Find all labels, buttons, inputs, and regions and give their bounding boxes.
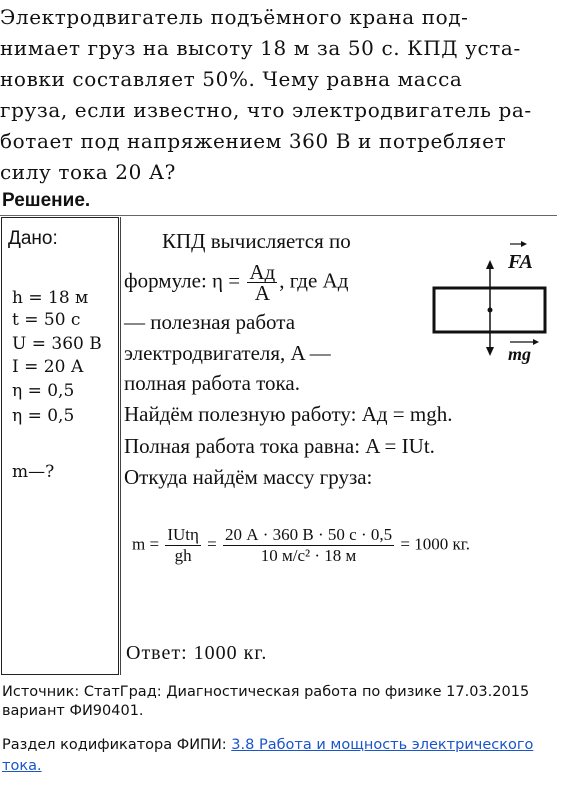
vector-bar-head	[521, 241, 527, 247]
formula-result: = 1000 кг.	[400, 534, 471, 554]
solution-line: электродвигателя, A —	[124, 341, 331, 365]
given-title: Дано:	[8, 228, 58, 249]
fraction-numerator: 20 А · 360 В · 50 с · 0,5	[224, 525, 393, 544]
solution-line: полная работа тока.	[124, 371, 300, 395]
column-divider	[120, 217, 121, 675]
solution-line: Откуда найдём массу груза:	[124, 465, 373, 489]
kodifikator-note	[2, 735, 562, 777]
problem-line: новки составляет 50%. Чему равна масса	[0, 67, 463, 91]
force-diagram	[428, 236, 553, 366]
vector-bar-head	[533, 339, 539, 345]
problem-line: груза, если известно, что электродвигатель ра-	[0, 98, 532, 122]
force-down-label: mg	[508, 344, 532, 364]
given-item: t = 50 с	[12, 310, 81, 330]
efficiency-fraction	[247, 262, 277, 303]
fraction-denominator: gh	[174, 546, 192, 565]
problem-line: Электродвигатель подъёмного крана под-	[0, 5, 469, 29]
given-item: U = 360 В	[12, 334, 102, 354]
fraction-numerator: IUtη	[167, 525, 199, 544]
given-item: η = 0,5	[12, 381, 75, 401]
table-top-rule	[0, 215, 557, 216]
solution-formula-line	[124, 262, 348, 303]
formula-fraction-1	[165, 525, 201, 566]
arrow-down-head	[486, 347, 494, 356]
source-note: Источник: СтатГрад: Диагностическая работа по физике 17.03.2015 вариант ФИ90401.	[2, 684, 530, 719]
solution-heading: Решение.	[2, 190, 91, 211]
given-item: I = 20 А	[12, 357, 84, 377]
solution-text: формуле: η =	[124, 268, 241, 293]
fraction-denominator: 10 м/с² · 18 м	[260, 546, 357, 565]
solution-line: Полная работа тока равна: A = IUt.	[124, 434, 435, 458]
fraction-denominator: A	[254, 281, 270, 305]
formula-equals: =	[207, 534, 217, 554]
kodifikator-link[interactable]: 3.8 Работа и мощность электрического тока.	[2, 737, 534, 774]
problem-line: ботает под напряжением 360 В и потребляет	[0, 129, 507, 153]
given-item: h = 18 м	[12, 288, 89, 308]
center-point	[488, 308, 493, 313]
formula-fraction-2	[223, 525, 394, 566]
answer: Ответ: 1000 кг.	[126, 642, 268, 664]
solution-line: Найдём полезную работу: Aд = mgh.	[124, 402, 453, 426]
formula-lhs: m =	[132, 534, 160, 554]
fraction-numerator: Aд	[249, 260, 276, 284]
problem-text	[0, 2, 560, 188]
solution-line: — полезная работа	[124, 310, 296, 334]
arrow-up-head	[486, 260, 494, 269]
mass-formula	[132, 525, 470, 566]
given-unknown: m—?	[12, 462, 55, 482]
force-up-label: FA	[508, 251, 533, 273]
solution-line: КПД вычисляется по	[162, 229, 351, 253]
kodifikator-label: Раздел кодификатора ФИПИ:	[2, 737, 227, 753]
problem-line: силу тока 20 А?	[0, 160, 176, 184]
given-item: η = 0,5	[12, 406, 75, 426]
solution-text: , где Aд	[279, 268, 349, 293]
given-box	[1, 217, 119, 675]
problem-line: нимает груз на высоту 18 м за 50 с. КПД уста-	[0, 36, 521, 60]
